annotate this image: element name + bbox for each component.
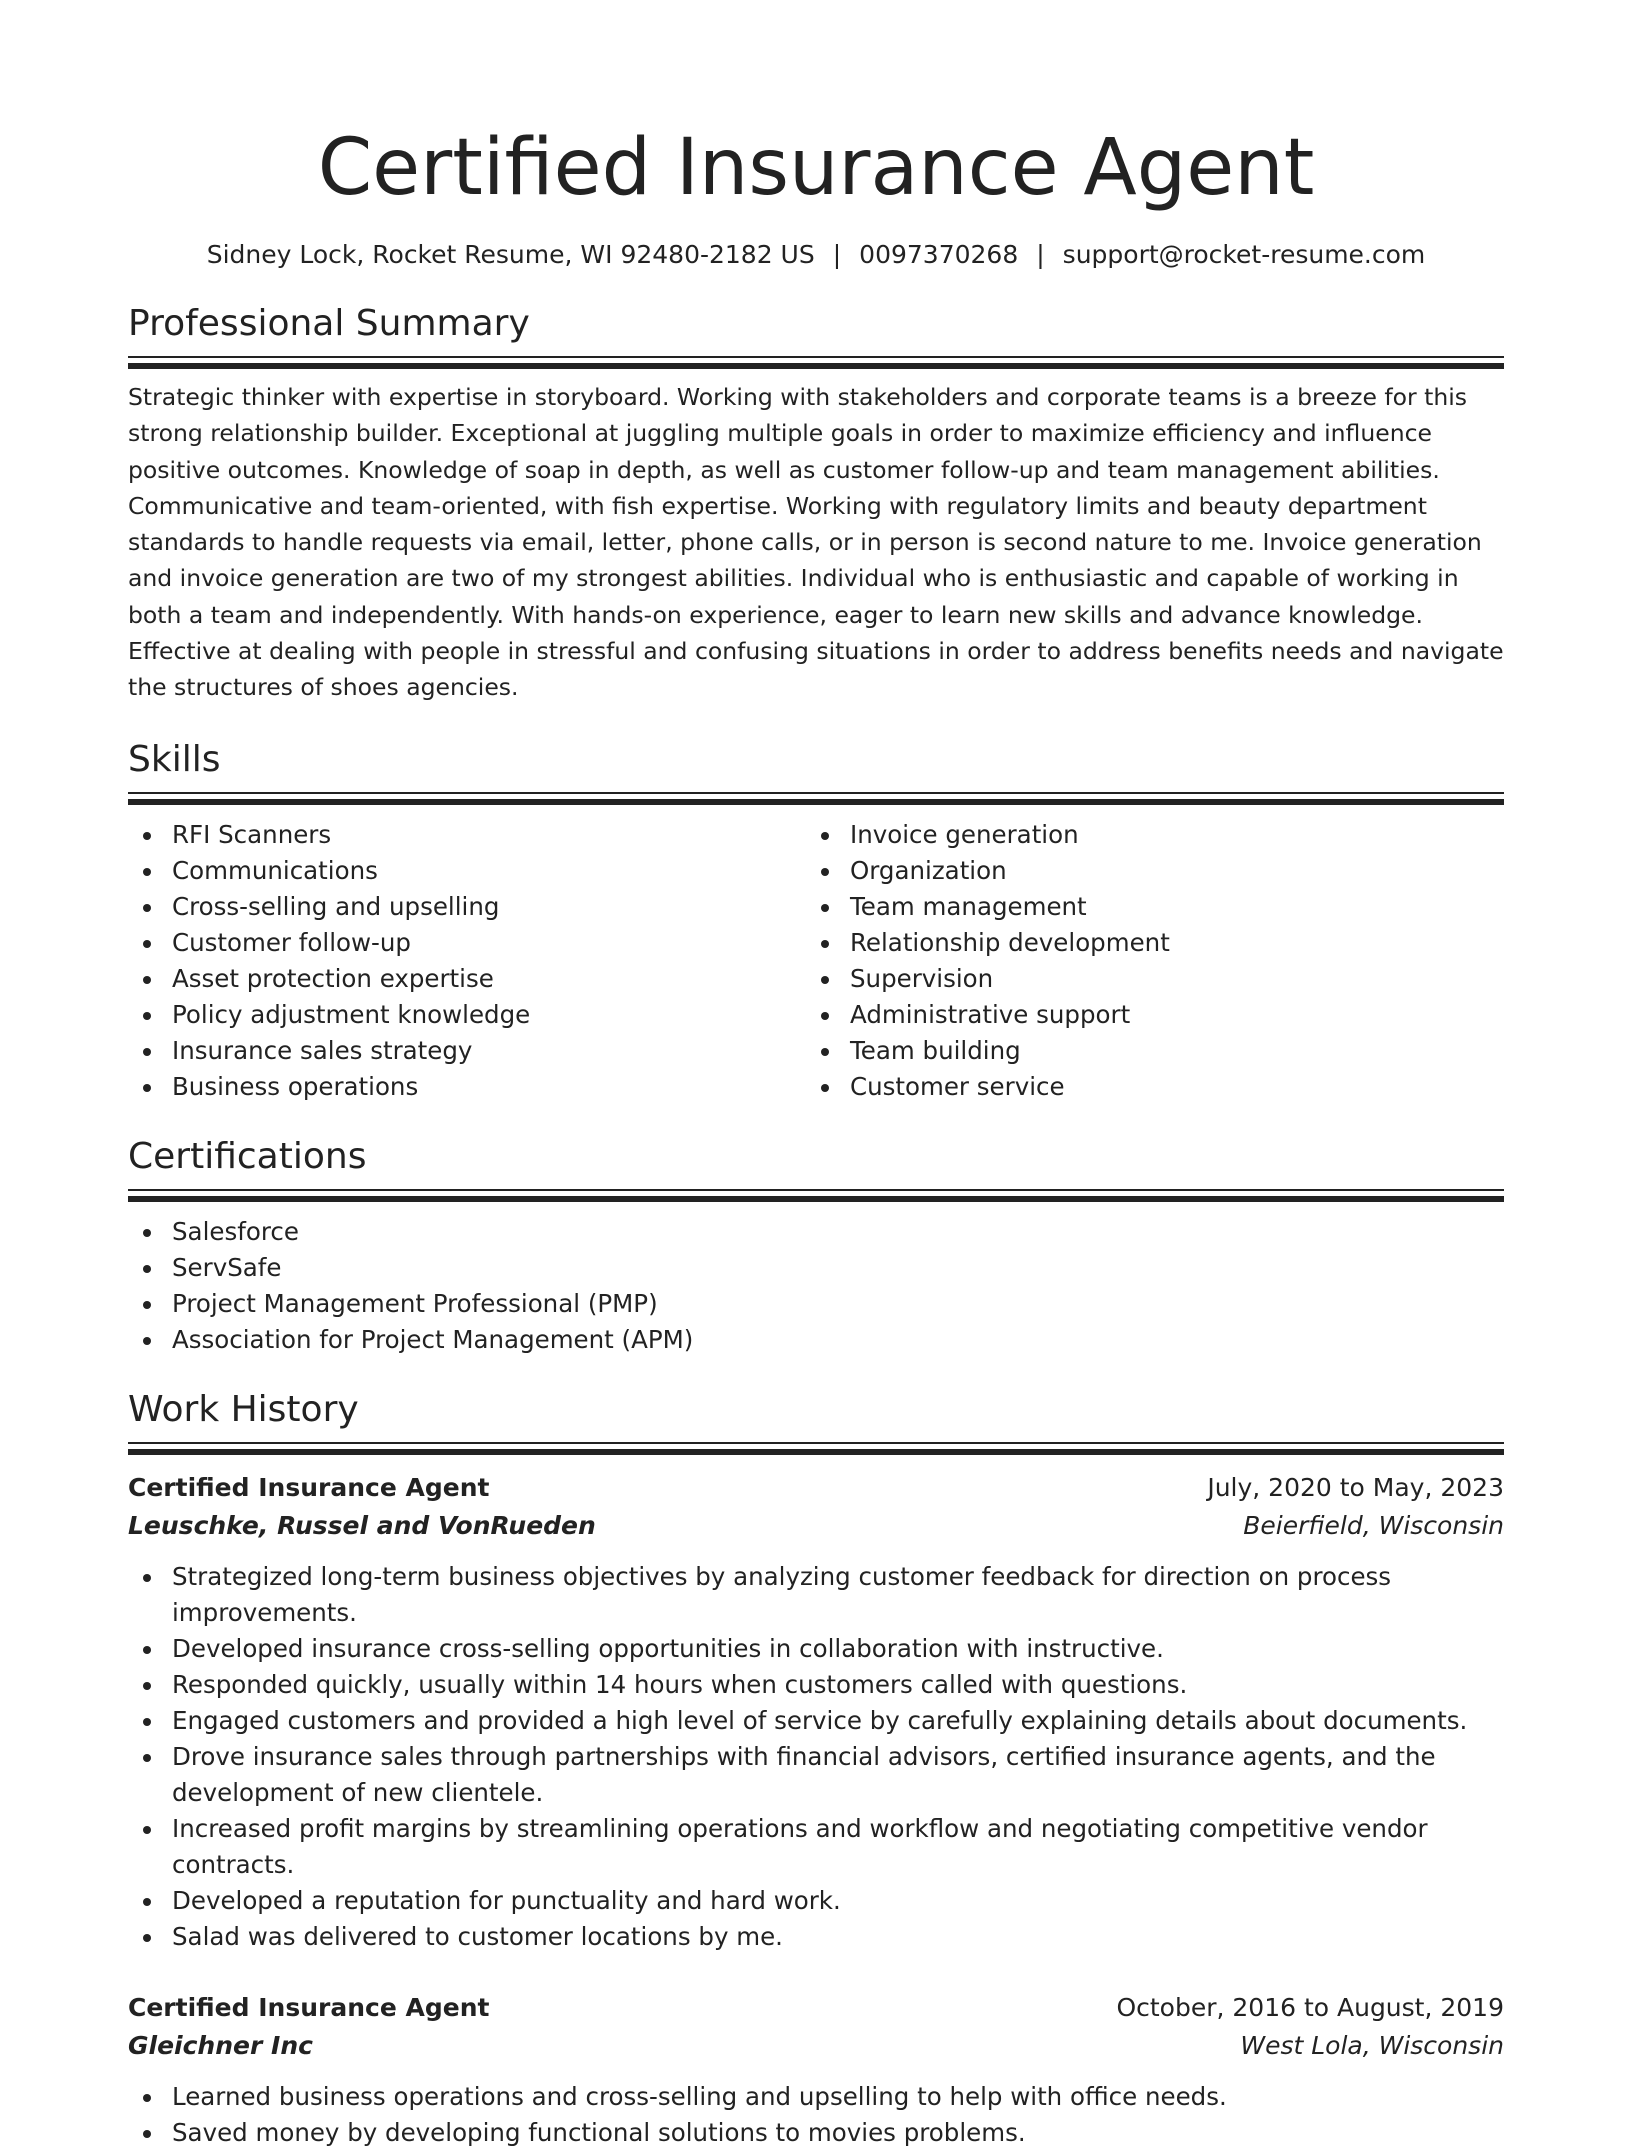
skill-item: Business operations [128,1069,806,1105]
skill-item: Customer follow-up [128,925,806,961]
skill-item: Supervision [806,961,1484,997]
job-location: West Lola, Wisconsin [1240,2030,1504,2060]
job-bullet: Saved money by developing functional solutions to movies problems. [128,2115,1504,2151]
job-title: Certified Insurance Agent [128,1992,490,2022]
skill-item: Team building [806,1033,1484,1069]
section-heading-work-history: Work History [128,1388,359,1430]
skill-item: Invoice generation [806,817,1484,853]
skill-item: Insurance sales strategy [128,1033,806,1069]
section-divider [128,356,1504,371]
certification-item: Salesforce [128,1214,1504,1250]
contact-separator: | [1036,240,1045,269]
summary-section [128,300,1504,706]
skill-item: Cross-selling and upselling [128,889,806,925]
skills-columns [128,817,1504,1105]
job-bullet: Drove insurance sales through partnerships with financial advisors, certified insurance agents, and the development of new clientele. [128,1739,1504,1811]
job-dates: October, 2016 to August, 2019 [1116,1992,1504,2022]
certifications-section [128,1133,1504,1358]
skill-item: Team management [806,889,1484,925]
skills-list-left [128,817,806,1105]
section-heading-skills: Skills [128,738,221,780]
section-divider [128,792,1504,807]
certifications-list [128,1214,1504,1358]
skill-item: Customer service [806,1069,1484,1105]
job-bullet: Developed insurance cross-selling opportunities in collaboration with instructive. [128,1631,1504,1667]
summary-text: Strategic thinker with expertise in storyboard. Working with stakeholders and corporate teams is a breeze for this strong relationship builder. Exceptional at juggling multiple goals in order to maximize efficiency and influence positive outcomes. Knowledge of soap in depth, as well as customer follow-up and team management abilities. Communicative and team-oriented, with fish expertise. Working with regulatory limits and beauty department standards to handle requests via email, letter, phone calls, or in person is second nature to me. Invoice generation and invoice generation are two of my strongest abilities. Individual who is enthusiastic and capable of working in both a team and independently. With hands-on experience, eager to learn new skills and advance knowledge. Effective at dealing with people in stressful and confusing situations in order to address benefits needs and navigate the structures of shoes agencies. [128,383,1504,702]
certification-item: Project Management Professional (PMP) [128,1286,1504,1322]
contact-phone: 0097370268 [859,240,1019,269]
contact-address: Sidney Lock, Rocket Resume, WI 92480-2182 US [206,240,815,269]
job-subheader-row [128,1507,1504,1545]
contact-email[interactable]: support@rocket-resume.com [1062,240,1426,269]
section-divider [128,1442,1504,1457]
skill-item: Asset protection expertise [128,961,806,997]
job-entry [128,1469,1504,1955]
certification-item: Association for Project Management (APM) [128,1322,1504,1358]
certification-item: ServSafe [128,1250,1504,1286]
job-company: Gleichner Inc [128,2030,313,2060]
job-bullet: Learned business operations and cross-selling and upselling to help with office needs. [128,2079,1504,2115]
skills-section [128,736,1504,1105]
job-bullet: Developed a reputation for punctuality and hard work. [128,1883,1504,1919]
section-divider [128,1189,1504,1204]
job-subheader-row [128,2027,1504,2065]
job-header-row [128,1989,1504,2027]
section-heading-summary: Professional Summary [128,303,530,344]
job-entry [128,1989,1504,2151]
skill-item: Organization [806,853,1484,889]
resume-page [128,0,1504,2151]
section-heading-certifications: Certifications [128,1135,367,1177]
skill-item: Administrative support [806,997,1484,1033]
skill-item: Communications [128,853,806,889]
job-title: Certified Insurance Agent [128,1472,490,1502]
job-bullet: Salad was delivered to customer locations by me. [128,1919,1504,1955]
job-bullet: Engaged customers and provided a high level of service by carefully explaining details about documents. [128,1703,1504,1739]
skill-item: RFI Scanners [128,817,806,853]
work-history-section [128,1386,1504,2151]
job-bullet: Increased profit margins by streamlining operations and workflow and negotiating competitive vendor contracts. [128,1811,1504,1883]
job-bullets [128,2079,1504,2151]
job-company: Leuschke, Russel and VonRueden [128,1510,596,1540]
job-header-row [128,1469,1504,1507]
job-bullet: Responded quickly, usually within 14 hours when customers called with questions. [128,1667,1504,1703]
job-location: Beierfield, Wisconsin [1243,1510,1504,1540]
contact-line [128,238,1504,272]
job-dates: July, 2020 to May, 2023 [1207,1472,1504,1502]
job-bullets [128,1559,1504,1955]
skills-list-right [806,817,1484,1105]
job-bullet: Strategized long-term business objectives by analyzing customer feedback for direction on process improvements. [128,1559,1504,1631]
contact-separator: | [832,240,842,269]
skill-item: Policy adjustment knowledge [128,997,806,1033]
resume-title: Certified Insurance Agent [317,123,1315,213]
skill-item: Relationship development [806,925,1484,961]
